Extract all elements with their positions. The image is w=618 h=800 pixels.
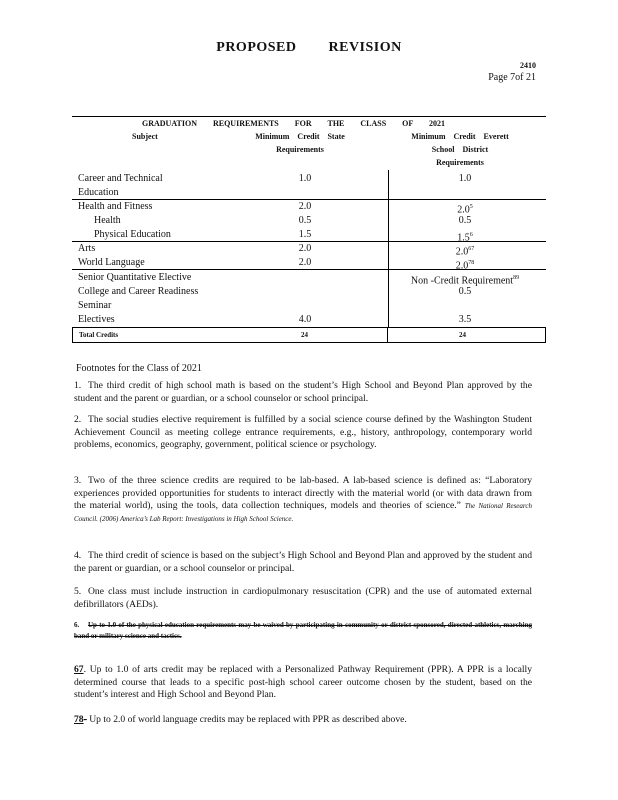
row-district-credit: $1.5^6$ [457,232,473,244]
row-district-credit: $2.0^{67}$ [455,246,475,258]
row-subject: Physical Education [94,229,171,240]
column-divider [388,170,389,327]
row-state-credit: 1.0 [298,173,312,184]
row-divider [72,269,546,270]
total-district-credit: 24 [459,331,466,339]
row-district-credit: Non -Credit Requirement$^{89}$ [410,275,520,287]
row-district-credit: 0.5 [458,286,472,297]
row-state-credit: 0.5 [298,215,312,226]
row-district-credit: 0.5 [458,215,472,226]
row-subject: World Language [78,257,145,268]
col-header-district: Minimum Credit Everett School District Requirements [411,132,509,167]
document-number: 2410 [520,61,536,70]
row-subject: Electives [78,314,115,325]
total-divider [387,328,388,342]
row-district-credit: 3.5 [458,314,472,325]
row-subject: Arts [78,243,96,254]
footnote-item: 5. One class must include instruction in cardiopulmonary resuscitation (CPR) and the use of automated external defibrillators (AEDs). [74,586,532,610]
row-subject: Senior Quantitative Elective [78,272,192,283]
footnote-item: 1. The third credit of high school math is based on the student’s High School and Beyond Plan approved by the student and the parent or guardian, or a school counselor or school principal. [74,380,532,404]
footnote-item: 78- Up to 2.0 of world language credits may be replaced with PPR as described above. [74,714,407,725]
row-state-credit: 4.0 [298,314,312,325]
total-label: Total Credits [79,331,119,339]
footnote-item: 4. The third credit of science is based on the subject’s High School and Beyond Plan and approved by the student and the parent or guardian, or a school counselor or principal. [74,550,532,574]
total-row [72,327,546,343]
footnotes-heading: Footnotes for the Class of 2021 [76,363,202,374]
page-number: Page 7of 21 [488,72,536,83]
row-district-credit: $2.0^5$ [457,204,473,216]
row-state-credit: 2.0 [298,257,312,268]
footnote-item: 3. Two of the three science credits are required to be lab-based. A lab-based science is defined as: “Laboratory experiences provided opportunities for students to interact directly with the material world (or with data drawn from the material world), using the tools, data collection techniques, models and theories of science.” The National Research Council. (2006) America’s Lab Report: Investigations in High School Science. [74,475,532,523]
row-subject: Career and Technical Education [78,173,163,198]
row-subject: Health and Fitness [78,201,153,212]
footnote-item: 67. Up to 1.0 of arts credit may be replaced with a Personalized Pathway Requirement (PPR). A PPR is a locally determined course that leads to a specific post-high school career outcome chosen by the student, based on the student’s interest and High School and Beyond Plan. [74,664,532,701]
table-heading: GRADUATION REQUIREMENTS FOR THE CLASS OF 2021 [142,119,445,128]
row-district-credit: $2.0^{78}$ [455,260,475,272]
footnote-item-deleted: 6. Up to 1.0 of the physical education requirements may be waived by participating in community or district-sponsored, directed athletics, marching band or military science and tactics. [74,621,532,640]
row-subject: Health [94,215,121,226]
citation: The National Research Council. (2006) America’s Lab Report: Investigations in High School Science. [74,502,532,523]
footnote-item: 2. The social studies elective requirement is fulfilled by a social science course defined by the Washington Student Achievement Council as meeting college entrance requirements, e.g., history, anthropology, contemporary world problems, economics, geography, government, political science or psychology. [74,414,532,451]
col-header-subject: Subject [132,132,158,141]
row-state-credit: 1.5 [298,229,312,240]
document-title: PROPOSED REVISION [216,40,402,55]
row-district-credit: 1.0 [458,173,472,184]
row-subject: College and Career Readiness Seminar [78,286,199,311]
col-header-state: Minimum Credit State Requirements [255,132,345,154]
row-state-credit: 2.0 [298,243,312,254]
row-state-credit: 2.0 [298,201,312,212]
total-state-credit: 24 [301,331,308,339]
